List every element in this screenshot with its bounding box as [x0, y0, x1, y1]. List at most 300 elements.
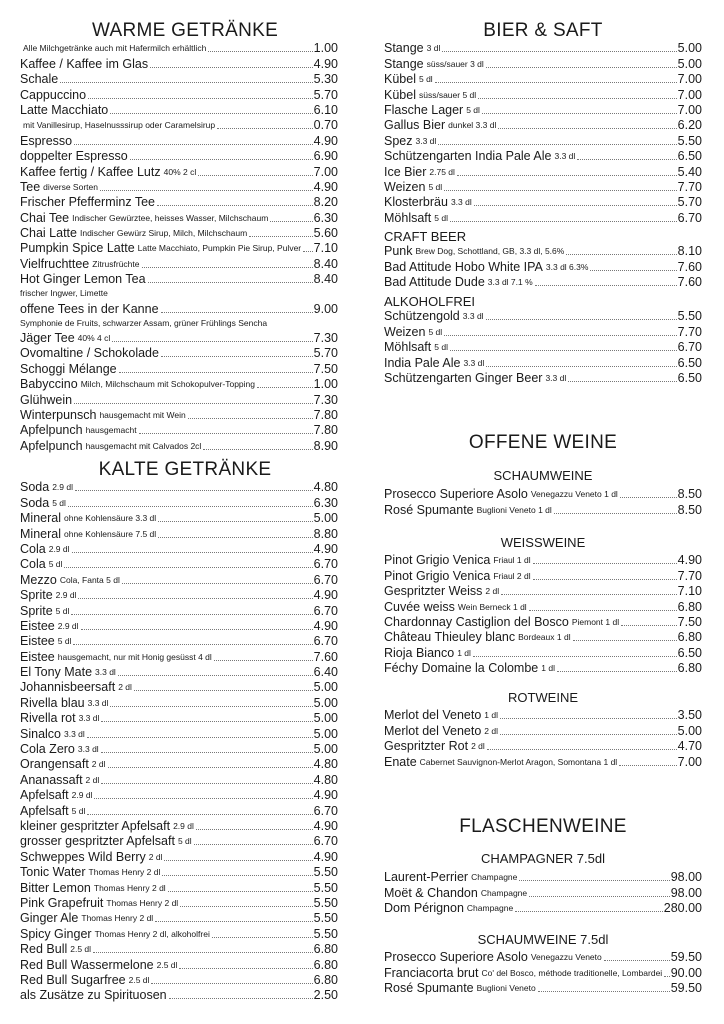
item-name: Möhlsaft: [384, 210, 432, 225]
item-name: Rivella blau: [20, 695, 85, 710]
item-price: 5.40: [677, 164, 702, 179]
item-name: Cola: [20, 557, 46, 572]
item-price: 4.80: [313, 772, 338, 787]
menu-item: [20, 361, 338, 376]
dotted-leader: [164, 860, 312, 861]
item-description: 2.9 dl: [71, 790, 93, 801]
dotted-leader: [212, 937, 313, 938]
menu-item: [20, 392, 338, 407]
menu-item: [384, 584, 702, 599]
menu-item: [20, 331, 338, 346]
item-price: 6.90: [313, 149, 338, 164]
dotted-leader: [457, 175, 677, 176]
dotted-leader: [101, 721, 312, 722]
item-price: 6.50: [677, 370, 702, 385]
item-name: Red Bull Wassermelone: [20, 957, 154, 972]
item-name: Spicy Ginger: [20, 926, 92, 941]
item-price: 8.50: [677, 502, 702, 517]
dotted-leader: [217, 128, 313, 129]
menu-item: [20, 87, 338, 102]
item-price: 1.00: [313, 377, 338, 392]
menu-item: [384, 87, 702, 102]
item-description: 2 dl: [471, 741, 485, 752]
menu-item: [20, 819, 338, 834]
item-price: 8.10: [677, 244, 702, 259]
dotted-leader: [161, 312, 313, 313]
item-name: Merlot del Veneto: [384, 708, 482, 723]
dotted-leader: [73, 644, 312, 645]
item-description: 5 dl: [434, 212, 448, 223]
item-name: Féchy Domaine la Colombe: [384, 661, 539, 676]
item-price: 59.50: [670, 950, 702, 965]
menu-item: [20, 423, 338, 438]
dotted-leader: [130, 159, 313, 160]
item-price: 7.70: [677, 568, 702, 583]
item-description: Thomas Henry 2 dl: [88, 867, 161, 878]
item-name: Tonic Water: [20, 865, 86, 880]
item-name: Chai Latte: [20, 226, 77, 241]
item-price: 7.00: [677, 87, 702, 102]
dotted-leader: [148, 282, 313, 283]
menu-item: [20, 588, 338, 603]
menu-item: [20, 480, 338, 495]
item-price: 6.40: [313, 665, 338, 680]
menu-item: [20, 742, 338, 757]
dotted-leader: [533, 579, 677, 580]
dotted-leader: [74, 403, 313, 404]
menu-item: [20, 408, 338, 423]
item-description: Thomas Henry 2 dl: [81, 913, 154, 924]
item-price: 5.50: [313, 880, 338, 895]
item-description: Champagne: [471, 872, 518, 883]
item-name: Eistee: [20, 618, 55, 633]
item-name: Franciacorta brut: [384, 965, 479, 980]
dotted-leader: [169, 998, 313, 999]
menu-item: [20, 649, 338, 664]
menu-item: [384, 615, 702, 630]
dotted-leader: [474, 205, 677, 206]
menu-item: [20, 772, 338, 787]
dotted-leader: [529, 896, 670, 897]
item-description: 3.3 dl 7.1 %: [487, 277, 533, 288]
item-price: 5.70: [677, 195, 702, 210]
item-name: Kübel: [384, 87, 416, 102]
item-description: Buglioni Veneto: [476, 983, 536, 994]
item-name: offene Tees in der Kanne: [20, 301, 159, 316]
item-price: 4.90: [313, 849, 338, 864]
menu-item: [20, 133, 338, 148]
item-price: 8.40: [313, 256, 338, 271]
item-description: 2 dl: [485, 586, 500, 597]
item-price: 5.60: [313, 226, 338, 241]
item-name: als Zusätze zu Spirituosen: [20, 988, 167, 1003]
dotted-leader: [110, 113, 312, 114]
menu-item: [20, 926, 338, 941]
item-price: 7.50: [677, 614, 702, 629]
item-description: Brew Dog, Schottland, GB, 3.3 dl, 5.6%: [415, 246, 565, 257]
item-price: 6.80: [677, 630, 702, 645]
item-price: 7.30: [313, 331, 338, 346]
item-description: ohne Kohlensäure 3.3 dl: [64, 513, 157, 524]
menu-item: [384, 195, 702, 210]
item-price: 7.50: [313, 361, 338, 376]
item-name: Kaffee / Kaffee im Glas: [20, 56, 149, 71]
item-description: süss/sauer 5 dl: [418, 89, 477, 100]
item-description: 2 dl: [148, 851, 163, 862]
item-description: hausgemacht mit Wein: [99, 409, 186, 420]
menu-item: [20, 241, 338, 256]
dotted-leader: [444, 335, 676, 336]
menu-item: [20, 41, 338, 56]
item-name: kleiner gespritzter Apfelsaft: [20, 818, 171, 833]
dotted-leader: [112, 341, 312, 342]
item-name: Espresso: [20, 133, 73, 148]
dotted-leader: [122, 583, 313, 584]
item-price: 7.10: [677, 584, 702, 599]
item-name: Orangensaft: [20, 757, 89, 772]
item-name: Chai Tee: [20, 210, 70, 225]
menu-item: [20, 526, 338, 541]
dotted-leader: [519, 880, 669, 881]
dotted-leader: [590, 270, 676, 271]
menu-item: [384, 259, 702, 274]
dotted-leader: [158, 521, 313, 522]
item-price: 7.60: [313, 649, 338, 664]
menu-item: [384, 72, 702, 87]
item-description: 2.9 dl: [48, 543, 70, 554]
dotted-leader: [75, 490, 313, 491]
dotted-leader: [94, 798, 312, 799]
item-price: 5.50: [313, 911, 338, 926]
menu-item: [20, 226, 338, 241]
item-name: Pinot Grigio Venica: [384, 553, 491, 568]
section-title-offene-weine: OFFENE WEINE: [468, 432, 618, 453]
item-price: 8.20: [313, 195, 338, 210]
item-description: Symphonie de Fruits, schwarzer Assam, grüner Frühlings Sencha: [20, 317, 268, 328]
dotted-leader: [498, 128, 676, 129]
item-price: 98.00: [670, 870, 702, 885]
menu-item: [384, 309, 702, 324]
dotted-leader: [621, 625, 677, 626]
item-name: Stange: [384, 56, 424, 71]
item-price: 6.70: [313, 803, 338, 818]
item-description: 5 dl: [418, 74, 433, 85]
dotted-leader: [60, 82, 312, 83]
item-description: Venegazzu Veneto 1 dl: [530, 489, 618, 500]
dotted-leader: [619, 765, 676, 766]
menu-item: [384, 885, 702, 900]
item-price: 8.40: [313, 272, 338, 287]
item-price: 5.00: [313, 511, 338, 526]
dotted-leader: [604, 960, 670, 961]
item-name: Apfelpunch: [20, 423, 83, 438]
item-name: Gallus Bier: [384, 118, 446, 133]
item-description: 5 dl: [48, 559, 63, 570]
menu-item: [20, 56, 338, 71]
menu-item: [384, 324, 702, 339]
menu-list: [384, 487, 702, 518]
item-price: 8.90: [313, 438, 338, 453]
menu-item: [20, 865, 338, 880]
dotted-leader: [198, 175, 312, 176]
item-price: 7.60: [677, 275, 702, 290]
dotted-leader: [162, 875, 312, 876]
item-description: 40% 4 cl: [77, 333, 111, 344]
item-description: 2 dl: [85, 774, 100, 785]
item-price: 59.50: [670, 981, 702, 996]
dotted-leader: [473, 656, 677, 657]
menu-item: [384, 870, 702, 885]
item-description: Thomas Henry 2 dl: [106, 897, 179, 908]
subsection-title-rotweine: ROTWEINE: [507, 690, 579, 705]
menu-item: [20, 849, 338, 864]
menu-list: [384, 553, 702, 676]
item-price: 6.80: [313, 942, 338, 957]
menu-item: [20, 346, 338, 361]
item-price: 6.20: [677, 118, 702, 133]
item-name: Bad Attitude Dude: [384, 275, 485, 290]
menu-item: [20, 287, 338, 301]
item-price: 6.50: [677, 149, 702, 164]
subsection-title-schaumweine-flasche: SCHAUMWEINE 7.5dl: [477, 932, 609, 947]
menu-item: [20, 149, 338, 164]
item-price: 5.50: [677, 133, 702, 148]
item-price: 7.00: [313, 164, 338, 179]
dotted-leader: [157, 205, 313, 206]
item-name: Gespritzter Weiss: [384, 584, 483, 599]
item-description: Thomas Henry 2 dl, alkoholfrei: [94, 928, 210, 939]
menu-item: [20, 317, 338, 331]
item-description: 3.3 dl: [77, 744, 99, 755]
menu-item: [20, 72, 338, 87]
item-price: 5.00: [313, 680, 338, 695]
item-name: Pumpkin Spice Latte: [20, 241, 135, 256]
subsection-title-craft-beer: CRAFT BEER: [384, 229, 467, 244]
item-name: Rosé Spumante: [384, 981, 474, 996]
item-name: Prosecco Superiore Asolo: [384, 487, 528, 502]
menu-item: [20, 788, 338, 803]
item-price: 6.10: [313, 102, 338, 117]
item-name: El Tony Mate: [20, 665, 93, 680]
menu-item: [20, 634, 338, 649]
menu-item: [384, 599, 702, 614]
menu-item: [20, 695, 338, 710]
item-price: 6.70: [313, 572, 338, 587]
item-price: 7.70: [677, 324, 702, 339]
menu-item: [20, 272, 338, 287]
item-name: Glühwein: [20, 392, 73, 407]
item-description: 3.3 dl: [64, 728, 85, 739]
item-description: Friaul 2 dl: [493, 570, 531, 581]
item-name: Frischer Pfefferminz Tee: [20, 195, 156, 210]
dotted-leader: [101, 752, 313, 753]
item-price: 4.90: [313, 541, 338, 556]
item-price: 5.70: [313, 346, 338, 361]
dotted-leader: [554, 513, 677, 514]
item-price: 4.90: [313, 179, 338, 194]
menu-list: [20, 480, 338, 988]
item-description: süss/sauer 3 dl: [426, 58, 484, 69]
menu-item: [384, 355, 702, 370]
dotted-leader: [450, 350, 677, 351]
item-name: Flasche Lager: [384, 102, 464, 117]
menu-item: [384, 340, 702, 355]
item-name: Soda: [20, 480, 50, 495]
item-name: Red Bull Sugarfree: [20, 972, 126, 987]
menu-item: [384, 754, 702, 769]
menu-item: [384, 103, 702, 118]
item-description: Milch, Milchschaum mit Schokopulver-Topping: [80, 379, 256, 390]
menu-list: [384, 309, 702, 386]
item-description: 3 dl: [426, 43, 441, 54]
dotted-leader: [64, 567, 312, 568]
item-price: 6.30: [313, 210, 338, 225]
item-description: 2 dl: [91, 759, 106, 770]
item-price: 4.90: [313, 588, 338, 603]
item-description: 2.9 dl: [52, 482, 73, 493]
item-description: 5 dl: [466, 104, 480, 115]
item-name: Soda: [20, 495, 50, 510]
item-description: 5 dl: [177, 836, 192, 847]
dotted-leader: [168, 891, 313, 892]
item-name: Mezzo: [20, 572, 57, 587]
item-price: 6.50: [677, 645, 702, 660]
menu-item: [20, 834, 338, 849]
section-title-warme-getraenke: WARME GETRÄNKE: [91, 20, 279, 41]
item-price: 5.50: [313, 926, 338, 941]
dotted-leader: [72, 552, 313, 553]
menu-item: [384, 487, 702, 502]
item-description: mit Vanillesirup, Haselnusssirup oder Caramelsirup: [23, 120, 216, 131]
item-price: 5.00: [313, 742, 338, 757]
dotted-leader: [257, 387, 313, 388]
item-price: 7.10: [313, 241, 338, 256]
section-title-flaschenweine: FLASCHENWEINE: [459, 816, 627, 837]
item-description: Cola, Fanta 5 dl: [59, 574, 120, 585]
item-price: 4.80: [313, 757, 338, 772]
item-description: Alle Milchgetränke auch mit Hafermilch erhältlich: [23, 43, 207, 54]
menu-item: [20, 256, 338, 271]
menu-item: [20, 572, 338, 587]
item-price: 98.00: [670, 885, 702, 900]
menu-item: [384, 661, 702, 676]
item-description: Wein Berneck 1 dl: [457, 601, 527, 612]
menu-item: [384, 965, 702, 980]
item-name: Moët & Chandon: [384, 885, 478, 900]
item-name: Hot Ginger Lemon Tea: [20, 272, 146, 287]
item-price: 6.70: [313, 603, 338, 618]
item-name: Punk: [384, 244, 413, 259]
item-description: Cabernet Sauvignon-Merlot Aragon, Somontana 1 dl: [419, 756, 618, 767]
item-description: Buglioni Veneto 1 dl: [476, 504, 552, 515]
menu-item: [384, 568, 702, 583]
dotted-leader: [435, 82, 677, 83]
item-name: Babyccino: [20, 377, 78, 392]
item-name: Johannisbeersaft: [20, 680, 116, 695]
item-name: Merlot del Veneto: [384, 723, 482, 738]
item-description: 2.9 dl: [57, 620, 79, 631]
dotted-leader: [88, 98, 313, 99]
item-price: 6.70: [313, 834, 338, 849]
item-price: 5.50: [313, 895, 338, 910]
item-description: 2.5 dl: [70, 944, 92, 955]
item-description: 5 dl: [434, 342, 448, 353]
item-name: Schützengarten Ginger Beer: [384, 370, 543, 385]
dotted-leader: [78, 598, 312, 599]
item-price: 5.00: [677, 56, 702, 71]
menu-item: [384, 244, 702, 259]
dotted-leader: [566, 254, 676, 255]
item-name: Schale: [20, 72, 59, 87]
menu-item: [20, 511, 338, 526]
item-name: Chardonnay Castiglion del Bosco: [384, 614, 569, 629]
dotted-leader: [303, 251, 313, 252]
dotted-leader: [478, 98, 677, 99]
menu-item: [20, 495, 338, 510]
item-price: 6.70: [677, 210, 702, 225]
dotted-leader: [71, 614, 312, 615]
menu-item: [20, 557, 338, 572]
item-price: 0.70: [313, 118, 338, 133]
menu-item: [20, 988, 338, 1003]
menu-item: [20, 680, 338, 695]
menu-list: [20, 988, 338, 1003]
menu-item: [20, 711, 338, 726]
dotted-leader: [110, 706, 312, 707]
dotted-leader: [538, 991, 670, 992]
dotted-leader: [101, 783, 312, 784]
dotted-leader: [533, 563, 677, 564]
item-description: 3.3 dl: [78, 713, 100, 724]
item-description: Champagne: [466, 903, 514, 914]
item-description: dunkel 3.3 dl: [448, 120, 497, 131]
dotted-leader: [161, 356, 313, 357]
item-price: 4.90: [313, 818, 338, 833]
item-price: 5.00: [313, 695, 338, 710]
item-price: 7.60: [677, 259, 702, 274]
section-title-kalte-getraenke: KALTE GETRÄNKE: [98, 459, 272, 480]
item-price: 4.90: [313, 133, 338, 148]
item-price: 7.80: [313, 423, 338, 438]
dotted-leader: [620, 497, 677, 498]
item-name: Klosterbräu: [384, 195, 448, 210]
item-name: Red Bull: [20, 942, 68, 957]
item-description: Venegazzu Veneto: [530, 952, 602, 963]
dotted-leader: [486, 67, 677, 68]
dotted-leader: [568, 381, 676, 382]
item-name: Stange: [384, 41, 424, 56]
menu-list: [20, 41, 338, 454]
item-price: 7.00: [677, 72, 702, 87]
menu-item: [384, 56, 702, 71]
item-price: 5.00: [677, 41, 702, 56]
item-name: Schoggi Mélange: [20, 361, 117, 376]
item-name: Rosé Spumante: [384, 502, 474, 517]
item-name: Enate: [384, 754, 417, 769]
menu-list: [384, 870, 702, 916]
item-price: 90.00: [670, 965, 702, 980]
item-name: doppelter Espresso: [20, 149, 128, 164]
menu-item: [20, 301, 338, 316]
menu-item: [20, 118, 338, 133]
dotted-leader: [87, 737, 313, 738]
dotted-leader: [142, 267, 313, 268]
item-price: 5.00: [677, 723, 702, 738]
item-name: Apfelsaft: [20, 788, 69, 803]
menu-item: [384, 901, 702, 916]
item-name: Eistee: [20, 649, 55, 664]
dotted-leader: [214, 660, 313, 661]
